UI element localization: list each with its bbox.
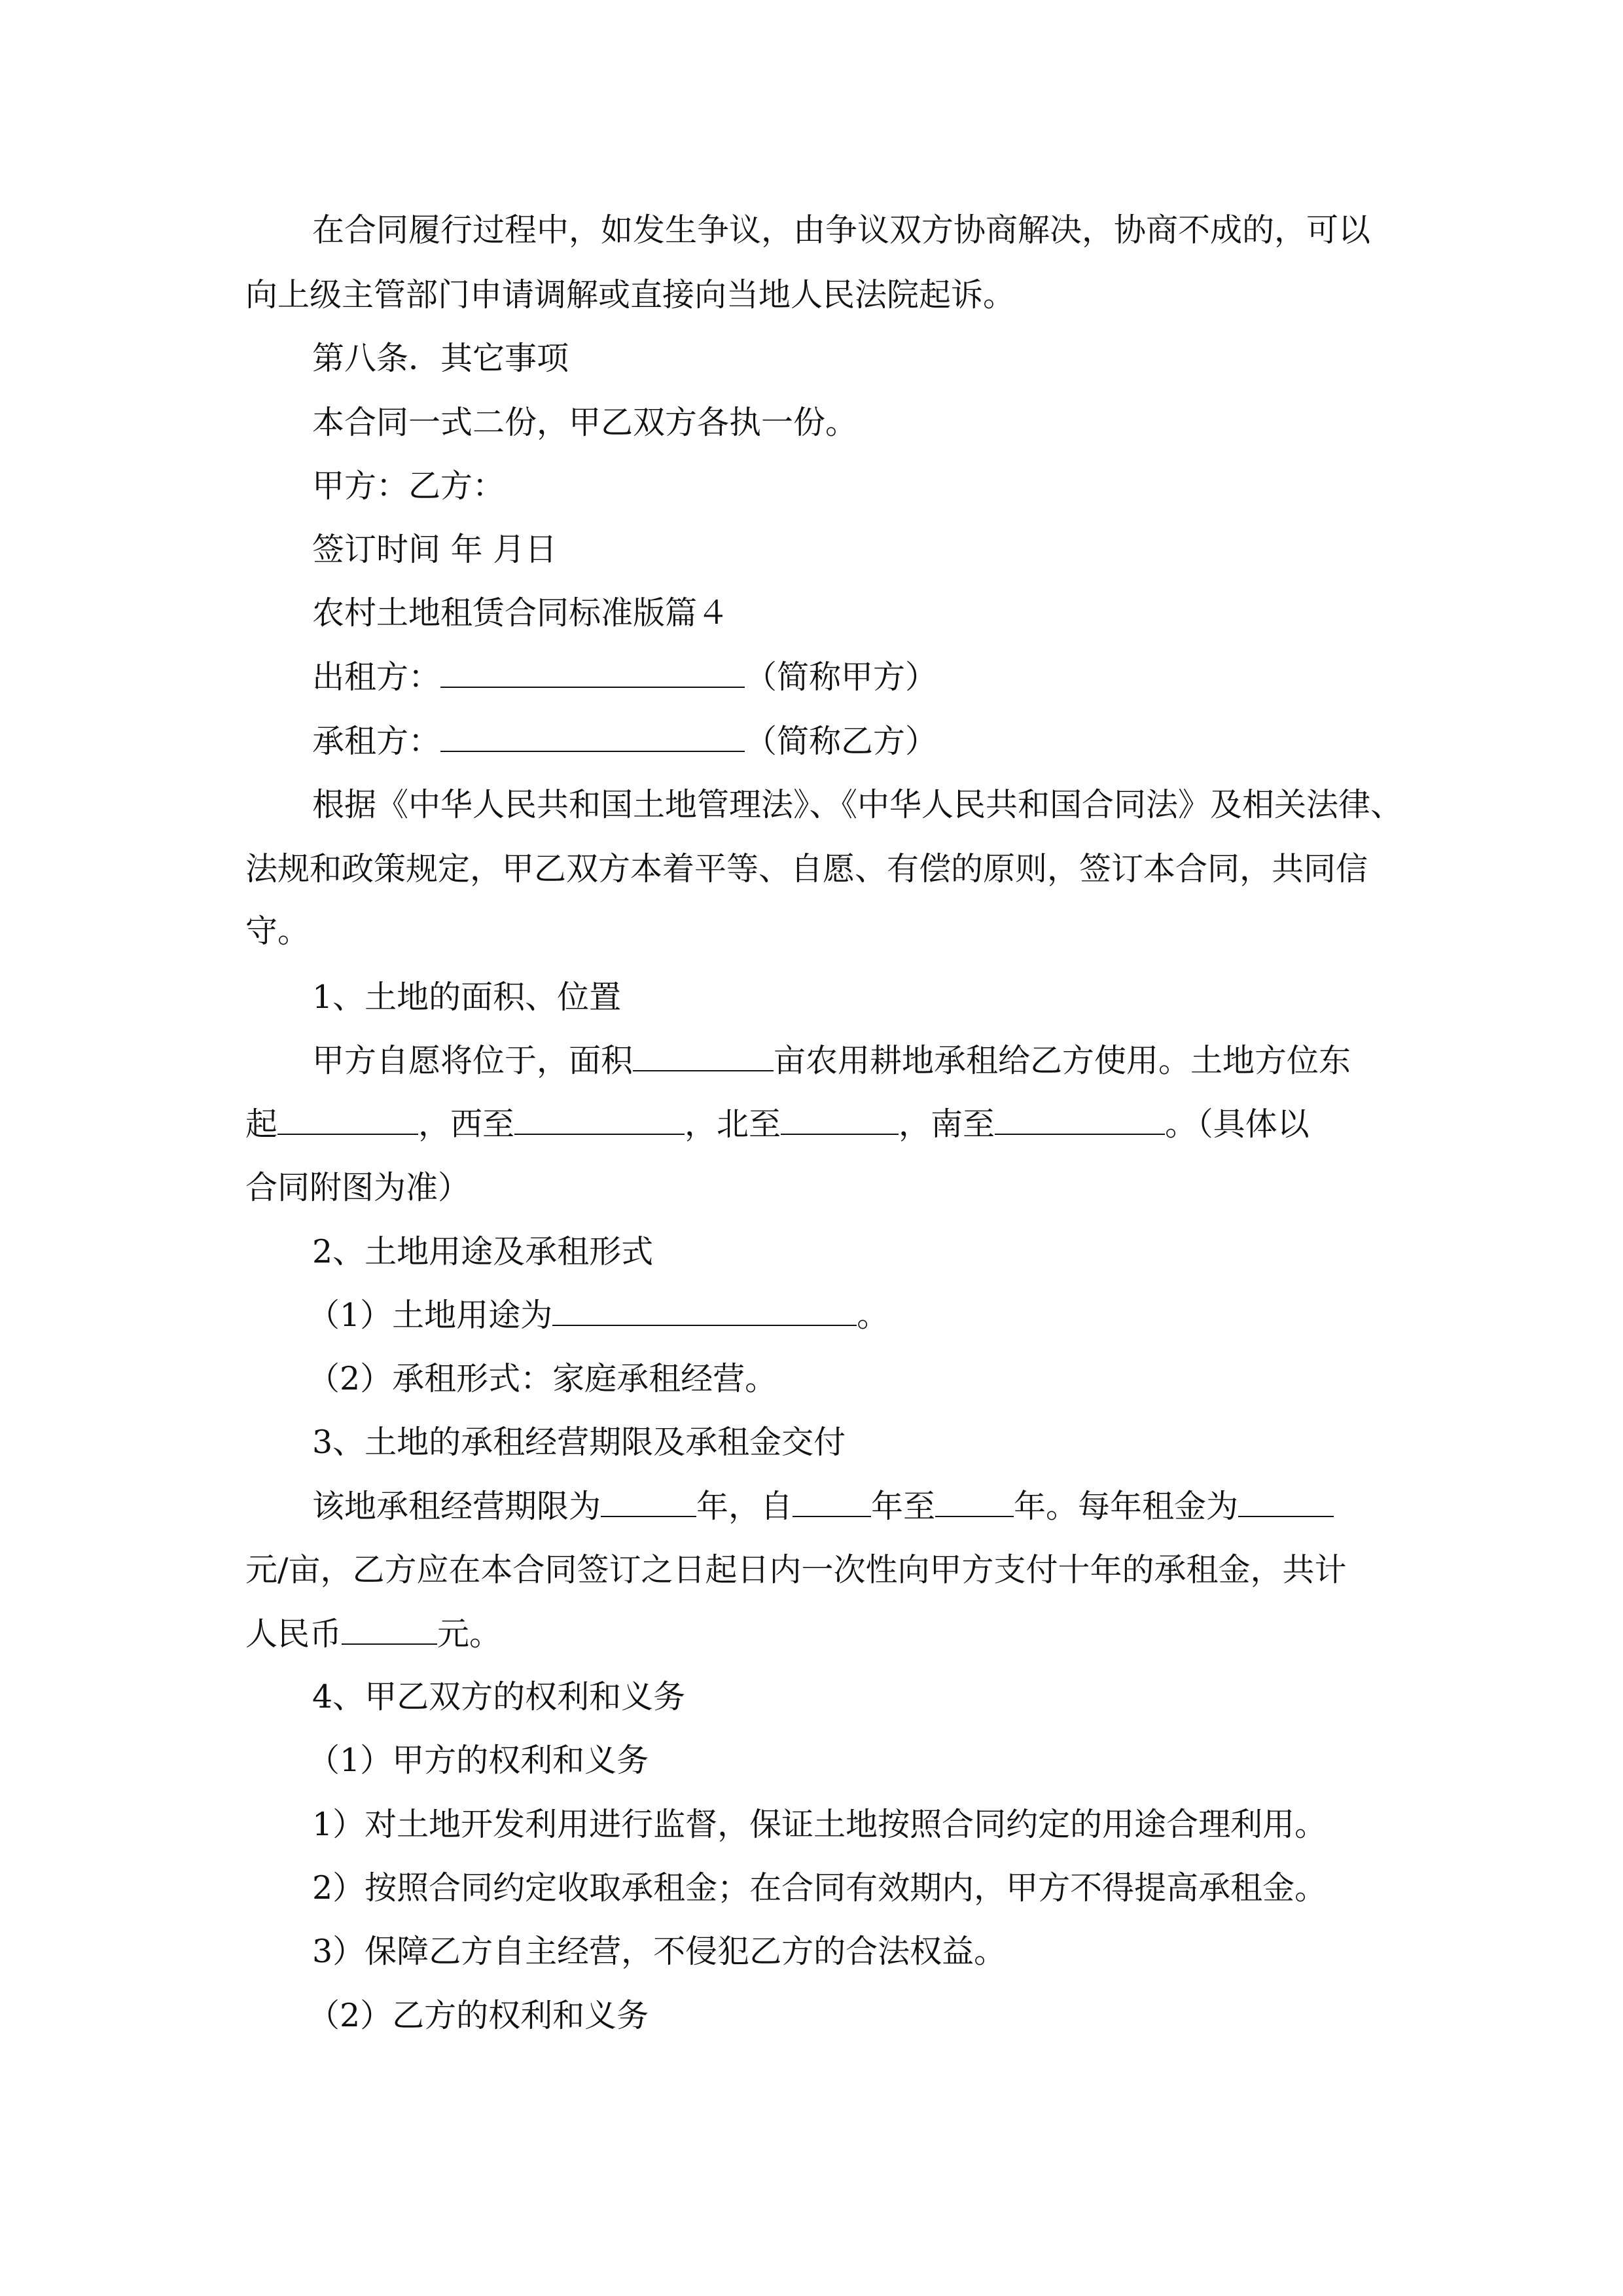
section-4-1-heading: （1）甲方的权利和义务 xyxy=(308,1742,649,1779)
lessee-blank xyxy=(440,722,745,752)
section-4-1-item-3: 3）保障乙方自主经营，不侵犯乙方的合法权益。 xyxy=(312,1933,1007,1970)
section-4-1-item-1: 1）对土地开发利用进行监督，保证土地按照合同约定的用途合理利用。 xyxy=(312,1806,1327,1843)
contract-4-title: 农村土地租赁合同标准版篇４ xyxy=(312,594,730,632)
section-1-text: ，西至 xyxy=(418,1105,515,1143)
lessor-suffix: （简称甲方） xyxy=(745,658,938,696)
section-1-line-2 xyxy=(245,1105,1310,1144)
dispute-paragraph-line-1: 在合同履行过程中，如发生争议，由争议双方协商解决，协商不成的，可以 xyxy=(312,211,1371,249)
section-1-line-1 xyxy=(312,1041,1351,1081)
south-blank xyxy=(995,1105,1165,1135)
section-3-text: 人民币 xyxy=(245,1615,342,1653)
parties-line: 甲方：乙方： xyxy=(312,467,505,505)
annual-rent-blank xyxy=(1238,1487,1334,1517)
section-3-text: 该地承租经营期限为 xyxy=(312,1488,601,1525)
section-4-1-item-2: 2）按照合同约定收取承租金；在合同有效期内，甲方不得提高承租金。 xyxy=(312,1869,1327,1907)
section-2-text: （1）土地用途为 xyxy=(308,1297,553,1334)
lessor-line xyxy=(312,658,937,697)
article-8-body: 本合同一式二份，甲乙双方各执一份。 xyxy=(312,404,858,441)
section-1-text: 。（具体以 xyxy=(1165,1105,1310,1143)
basis-line-1: 根据《中华人民共和国土地管理法》、《中华人民共和国合同法》及相关法律、 xyxy=(312,786,1403,823)
east-blank xyxy=(277,1105,418,1135)
basis-line-3: 守。 xyxy=(245,912,310,950)
section-3-heading: 3、土地的承租经营期限及承租金交付 xyxy=(312,1424,846,1461)
section-1-text: 起 xyxy=(245,1105,278,1143)
section-1-text: 亩农用耕地承租给乙方使用。土地方位东 xyxy=(774,1042,1351,1079)
section-3-line-3 xyxy=(245,1615,501,1654)
section-4-heading: 4、甲乙双方的权利和义务 xyxy=(312,1678,686,1715)
land-use-blank xyxy=(552,1296,857,1326)
section-2-item-1 xyxy=(308,1296,889,1335)
section-2-item-2: （2）承租形式：家庭承租经营。 xyxy=(308,1360,777,1397)
section-3-text: 年，自 xyxy=(696,1488,793,1525)
area-blank xyxy=(633,1041,774,1071)
lessor-label: 出租方： xyxy=(312,658,441,696)
section-1-line-3: 合同附图为准） xyxy=(245,1169,471,1206)
north-blank xyxy=(781,1105,899,1135)
section-2-text: 。 xyxy=(857,1297,889,1334)
section-3-text: 元。 xyxy=(437,1615,502,1653)
section-3-text: 年至 xyxy=(871,1488,936,1525)
lessor-blank xyxy=(440,658,745,688)
dispute-paragraph-line-2: 向上级主管部门申请调解或直接向当地人民法院起诉。 xyxy=(245,276,1016,314)
sign-time-line: 签订时间 年 月日 xyxy=(312,531,558,568)
section-2-heading: 2、土地用途及承租形式 xyxy=(312,1233,654,1270)
section-4-2-heading: （2）乙方的权利和义务 xyxy=(308,1997,649,2034)
section-1-text: ，北至 xyxy=(685,1105,781,1143)
section-3-line-2: 元/亩，乙方应在本合同签订之日起日内一次性向甲方支付十年的承租金，共计 xyxy=(245,1551,1347,1588)
west-blank xyxy=(514,1105,685,1135)
lessee-label: 承租方： xyxy=(312,723,441,760)
lessee-line xyxy=(312,722,937,761)
section-1-text: ，南至 xyxy=(899,1105,995,1143)
term-years-blank xyxy=(601,1487,696,1517)
article-8-heading: 第八条．其它事项 xyxy=(312,340,569,377)
basis-line-2: 法规和政策规定，甲乙双方本着平等、自愿、有偿的原则，签订本合同，共同信 xyxy=(245,850,1368,888)
end-year-blank xyxy=(935,1487,1014,1517)
section-3-line-1 xyxy=(312,1487,1334,1526)
lessee-suffix: （简称乙方） xyxy=(745,723,938,760)
section-1-text: 甲方自愿将位于，面积 xyxy=(312,1042,633,1079)
start-year-blank xyxy=(793,1487,871,1517)
section-3-text: 年。每年租金为 xyxy=(1014,1488,1239,1525)
total-rent-blank xyxy=(342,1615,437,1645)
section-1-heading: 1、土地的面积、位置 xyxy=(312,978,622,1016)
